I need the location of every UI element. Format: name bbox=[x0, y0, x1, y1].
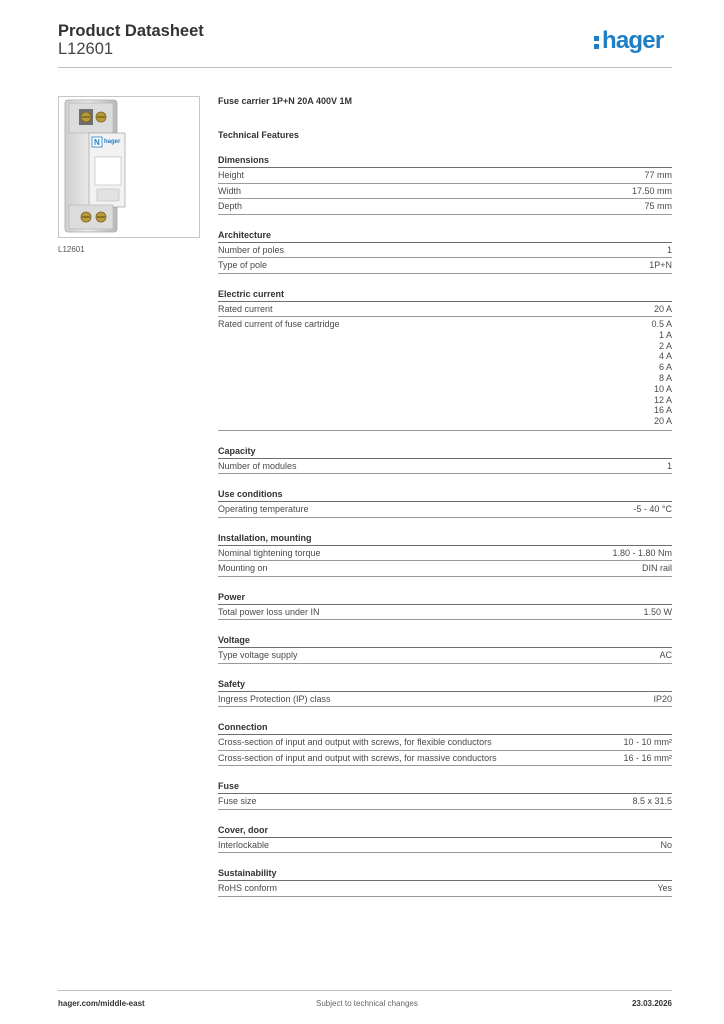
spec-label: Mounting on bbox=[218, 563, 268, 574]
spec-value: AC bbox=[659, 650, 672, 661]
spec-value: 20 A bbox=[653, 416, 672, 427]
spec-label: Rated current bbox=[218, 303, 273, 314]
spec-row bbox=[218, 317, 672, 431]
section-power bbox=[218, 591, 672, 621]
spec-value: 1.50 W bbox=[643, 606, 672, 617]
spec-value: 1 bbox=[666, 244, 672, 255]
section-architecture bbox=[218, 229, 672, 274]
section-cover-door bbox=[218, 824, 672, 854]
section-safety bbox=[218, 678, 672, 708]
spec-label: Operating temperature bbox=[218, 504, 309, 515]
section-capacity bbox=[218, 445, 672, 475]
product-reference: L12601 bbox=[58, 40, 114, 58]
spec-row bbox=[218, 546, 672, 562]
spec-label: Cross-section of input and output with screws, for flexible conductors bbox=[218, 737, 492, 748]
section-title: Power bbox=[218, 591, 672, 605]
spec-value-list bbox=[651, 317, 672, 430]
section-voltage bbox=[218, 634, 672, 664]
section-title: Use conditions bbox=[218, 488, 672, 502]
spec-label: Depth bbox=[218, 201, 243, 211]
section-title: Electric current bbox=[218, 288, 672, 302]
spec-value: 20 A bbox=[653, 303, 672, 314]
spec-value: 1 bbox=[666, 460, 672, 471]
section-connection bbox=[218, 721, 672, 766]
spec-value: DIN rail bbox=[641, 563, 672, 574]
spec-value: 8.5 x 31.5 bbox=[632, 796, 672, 807]
spec-value: 6 A bbox=[658, 362, 672, 373]
spec-value: 10 A bbox=[653, 383, 672, 394]
section-fuse bbox=[218, 780, 672, 810]
spec-value: 0.5 A bbox=[651, 319, 672, 329]
spec-label: Type voltage supply bbox=[218, 650, 298, 661]
spec-value: 2 A bbox=[658, 340, 672, 351]
spec-value: 10 - 10 mm² bbox=[623, 737, 672, 748]
spec-label: RoHS conform bbox=[218, 883, 278, 894]
feature-sections bbox=[218, 154, 672, 897]
spec-row bbox=[218, 184, 672, 200]
section-dimensions bbox=[218, 154, 672, 215]
section-title: Dimensions bbox=[218, 154, 672, 168]
product-name: Fuse carrier 1P+N 20A 400V 1M bbox=[218, 96, 352, 106]
spec-value: 12 A bbox=[653, 394, 672, 405]
spec-label: Fuse size bbox=[218, 796, 257, 807]
technical-features-heading: Technical Features bbox=[218, 130, 299, 140]
spec-label: Type of pole bbox=[218, 260, 268, 270]
spec-label: Cross-section of input and output with screws, for massive conductors bbox=[218, 752, 497, 763]
spec-value: 16 - 16 mm² bbox=[623, 752, 672, 763]
spec-value: 75 mm bbox=[644, 201, 672, 211]
spec-row bbox=[218, 751, 672, 767]
section-use-conditions bbox=[218, 488, 672, 518]
spec-value: Yes bbox=[657, 883, 672, 894]
section-title: Voltage bbox=[218, 634, 672, 648]
svg-text:hager: hager bbox=[104, 139, 121, 145]
section-installation-mounting bbox=[218, 532, 672, 577]
spec-label: Rated current of fuse cartridge bbox=[218, 319, 340, 329]
section-title: Connection bbox=[218, 721, 672, 735]
spec-value: 77 mm bbox=[644, 170, 672, 180]
footer-date: 23.03.2026 bbox=[631, 999, 672, 1008]
spec-value: 1.80 - 1.80 Nm bbox=[612, 547, 672, 558]
spec-row bbox=[218, 302, 672, 318]
spec-label: Height bbox=[218, 170, 245, 180]
spec-row bbox=[218, 258, 672, 274]
logo-dots-icon bbox=[594, 33, 600, 50]
spec-row bbox=[218, 605, 672, 621]
hager-logo bbox=[594, 27, 663, 55]
page-title: Product Datasheet bbox=[58, 22, 204, 40]
spec-row bbox=[218, 794, 672, 810]
spec-row bbox=[218, 881, 672, 897]
spec-value: 4 A bbox=[658, 351, 672, 362]
spec-label: Ingress Protection (IP) class bbox=[218, 693, 331, 704]
spec-row bbox=[218, 243, 672, 259]
logo-wordmark: hager bbox=[602, 27, 664, 54]
image-caption: L12601 bbox=[58, 245, 85, 254]
spec-row bbox=[218, 561, 672, 577]
section-title: Sustainability bbox=[218, 867, 672, 881]
footer-notice: Subject to technical changes bbox=[316, 999, 418, 1008]
spec-label: Interlockable bbox=[218, 839, 270, 850]
spec-row bbox=[218, 168, 672, 184]
spec-value: 16 A bbox=[653, 405, 672, 416]
spec-row bbox=[218, 502, 672, 518]
spec-value: 1 A bbox=[658, 329, 672, 340]
footer-divider bbox=[58, 990, 672, 991]
spec-value: -5 - 40 °C bbox=[633, 504, 672, 515]
section-title: Capacity bbox=[218, 445, 672, 459]
spec-label: Width bbox=[218, 185, 242, 196]
spec-row bbox=[218, 735, 672, 751]
spec-value: 1P+N bbox=[649, 260, 672, 270]
header-divider bbox=[58, 67, 672, 68]
spec-row bbox=[218, 838, 672, 854]
spec-value: IP20 bbox=[653, 693, 672, 704]
section-title: Architecture bbox=[218, 229, 672, 243]
spec-label: Number of poles bbox=[218, 244, 285, 255]
section-title: Fuse bbox=[218, 780, 672, 794]
spec-label: Nominal tightening torque bbox=[218, 547, 321, 558]
section-title: Installation, mounting bbox=[218, 532, 672, 546]
section-title: Safety bbox=[218, 678, 672, 692]
spec-value: 17.50 mm bbox=[631, 185, 672, 196]
spec-row bbox=[218, 459, 672, 475]
spec-row bbox=[218, 648, 672, 664]
spec-value: No bbox=[660, 839, 672, 850]
product-image bbox=[58, 96, 200, 238]
footer-website-link[interactable]: hager.com/middle-east bbox=[58, 999, 145, 1008]
section-title: Cover, door bbox=[218, 824, 672, 838]
section-electric-current bbox=[218, 288, 672, 431]
section-sustainability bbox=[218, 867, 672, 897]
spec-row bbox=[218, 692, 672, 708]
datasheet-content bbox=[218, 95, 672, 897]
spec-row bbox=[218, 199, 672, 215]
fuse-carrier-icon bbox=[59, 97, 199, 237]
spec-label: Total power loss under IN bbox=[218, 606, 320, 617]
svg-text:N: N bbox=[94, 138, 100, 147]
spec-value: 8 A bbox=[658, 372, 672, 383]
spec-label: Number of modules bbox=[218, 460, 297, 471]
